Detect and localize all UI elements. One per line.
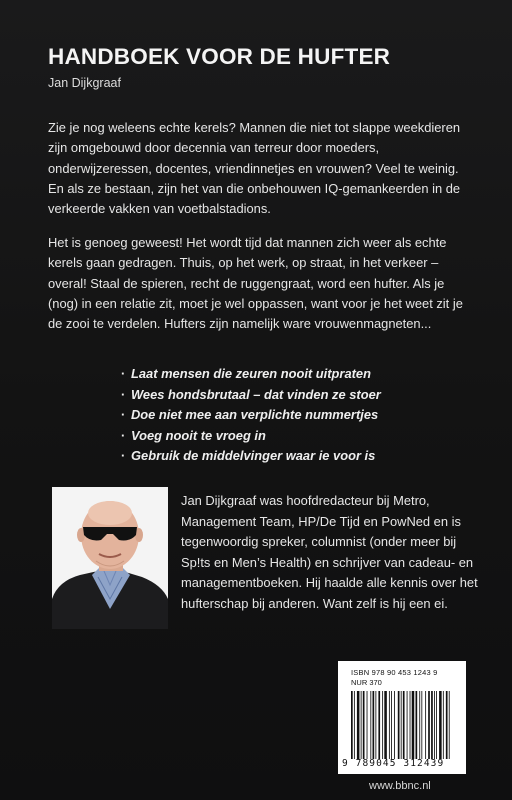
- barcode-bar: [389, 691, 390, 759]
- barcode-bar: [370, 691, 371, 759]
- barcode-bar: [394, 691, 395, 759]
- author-portrait-image: [52, 487, 168, 629]
- barcode-bar: [367, 691, 368, 759]
- bullet-marker: ·: [121, 448, 126, 464]
- tips-list: [121, 364, 481, 467]
- barcode-label: [338, 661, 466, 774]
- list-item: [121, 426, 481, 447]
- barcode-icon: [351, 691, 459, 759]
- list-item-text: Wees hondsbrutaal – dat vinden ze stoer: [131, 386, 381, 402]
- barcode-bar: [363, 691, 365, 759]
- barcode-bar: [419, 691, 420, 759]
- author-bio: Jan Dijkgraaf was hoofdredacteur bij Metro, Management Team, HP/De Tijd en PowNed en is tegenwoordig spreker, columnist (onder meer bij Sp!ts en Men’s Health) en schrijver van cadeau- en managementboeken. Hij haalde alle kennis over het hufterschap bij anderen. Want zelf is hij een ei.: [181, 493, 478, 611]
- list-item-text: Gebruik de middelvinger waar ie voor is: [131, 448, 376, 464]
- author-photo: [52, 487, 168, 629]
- list-item: [121, 364, 481, 385]
- bullet-marker: ·: [121, 407, 126, 423]
- author-name: Jan Dijkgraaf: [48, 76, 121, 90]
- barcode-bar: [439, 691, 442, 759]
- barcode-bar: [446, 691, 448, 759]
- barcode-bar: [391, 691, 392, 759]
- barcode-bar: [425, 691, 426, 759]
- bullet-marker: ·: [121, 427, 126, 443]
- barcode-bar: [403, 691, 405, 759]
- barcode-bar: [416, 691, 418, 759]
- barcode-bar: [398, 691, 400, 759]
- barcode-bar: [373, 691, 375, 759]
- nur-code: NUR 370: [351, 678, 382, 687]
- barcode-bar: [357, 691, 360, 759]
- barcode-bar: [378, 691, 380, 759]
- ean-number: 9 789045 312439: [342, 758, 445, 769]
- barcode-bar: [351, 691, 353, 759]
- barcode-bar: [443, 691, 444, 759]
- barcode-bar: [401, 691, 402, 759]
- barcode-bar: [407, 691, 408, 759]
- list-item: [121, 385, 481, 406]
- isbn-number: ISBN 978 90 453 1243 9: [351, 668, 438, 677]
- bullet-marker: ·: [121, 366, 126, 381]
- barcode-bar: [434, 691, 435, 759]
- list-item-text: Laat mensen die zeuren nooit uitpraten: [131, 366, 371, 381]
- barcode-bar: [431, 691, 433, 759]
- barcode-bar: [436, 691, 437, 759]
- barcode-bar: [428, 691, 430, 759]
- barcode-bar: [412, 691, 415, 759]
- list-item-text: Doe niet mee aan verplichte nummertjes: [131, 407, 379, 423]
- list-item: [121, 446, 481, 467]
- list-item: [121, 405, 481, 426]
- call-to-action-paragraph: Het is genoeg geweest! Het wordt tijd dat mannen zich weer als echte kerels gaan gedragen. Thuis, op het werk, op straat, in het verkeer – overal! Staal de spieren, recht de ruggengraat, word een hufter. Als je (nog) in een relatie zit, moet je wel oppassen, want voor je het weet zit je de zooi te verdelen. Hufters zijn namelijk ware vrouwenmagneten...: [48, 235, 463, 332]
- book-title: HANDBOEK VOOR DE HUFTER: [48, 44, 391, 69]
- intro-paragraph: Zie je nog weleens echte kerels? Mannen die niet tot slappe weekdieren zijn omgebouwd door decennia van terreur door moeders, onderwijzeressen, docentes, vriendinnetjes en vrouwen? Veel te weinig. En als ze bestaan, zijn het van die onbehouwen IQ-gemankeerden in de verkeerde vakken van voetbalstadions.: [48, 120, 461, 217]
- barcode-bar: [449, 691, 450, 759]
- barcode-bar: [384, 691, 387, 759]
- publisher-website[interactable]: www.bbnc.nl: [369, 780, 431, 792]
- bullet-marker: ·: [121, 386, 126, 402]
- list-item-text: Voeg nooit te vroeg in: [131, 427, 266, 443]
- barcode-bar: [354, 691, 355, 759]
- barcode-bar: [361, 691, 362, 759]
- barcode-bar: [375, 691, 376, 759]
- barcode-bar: [410, 691, 411, 759]
- barcode-bar: [421, 691, 422, 759]
- barcode-bar: [382, 691, 383, 759]
